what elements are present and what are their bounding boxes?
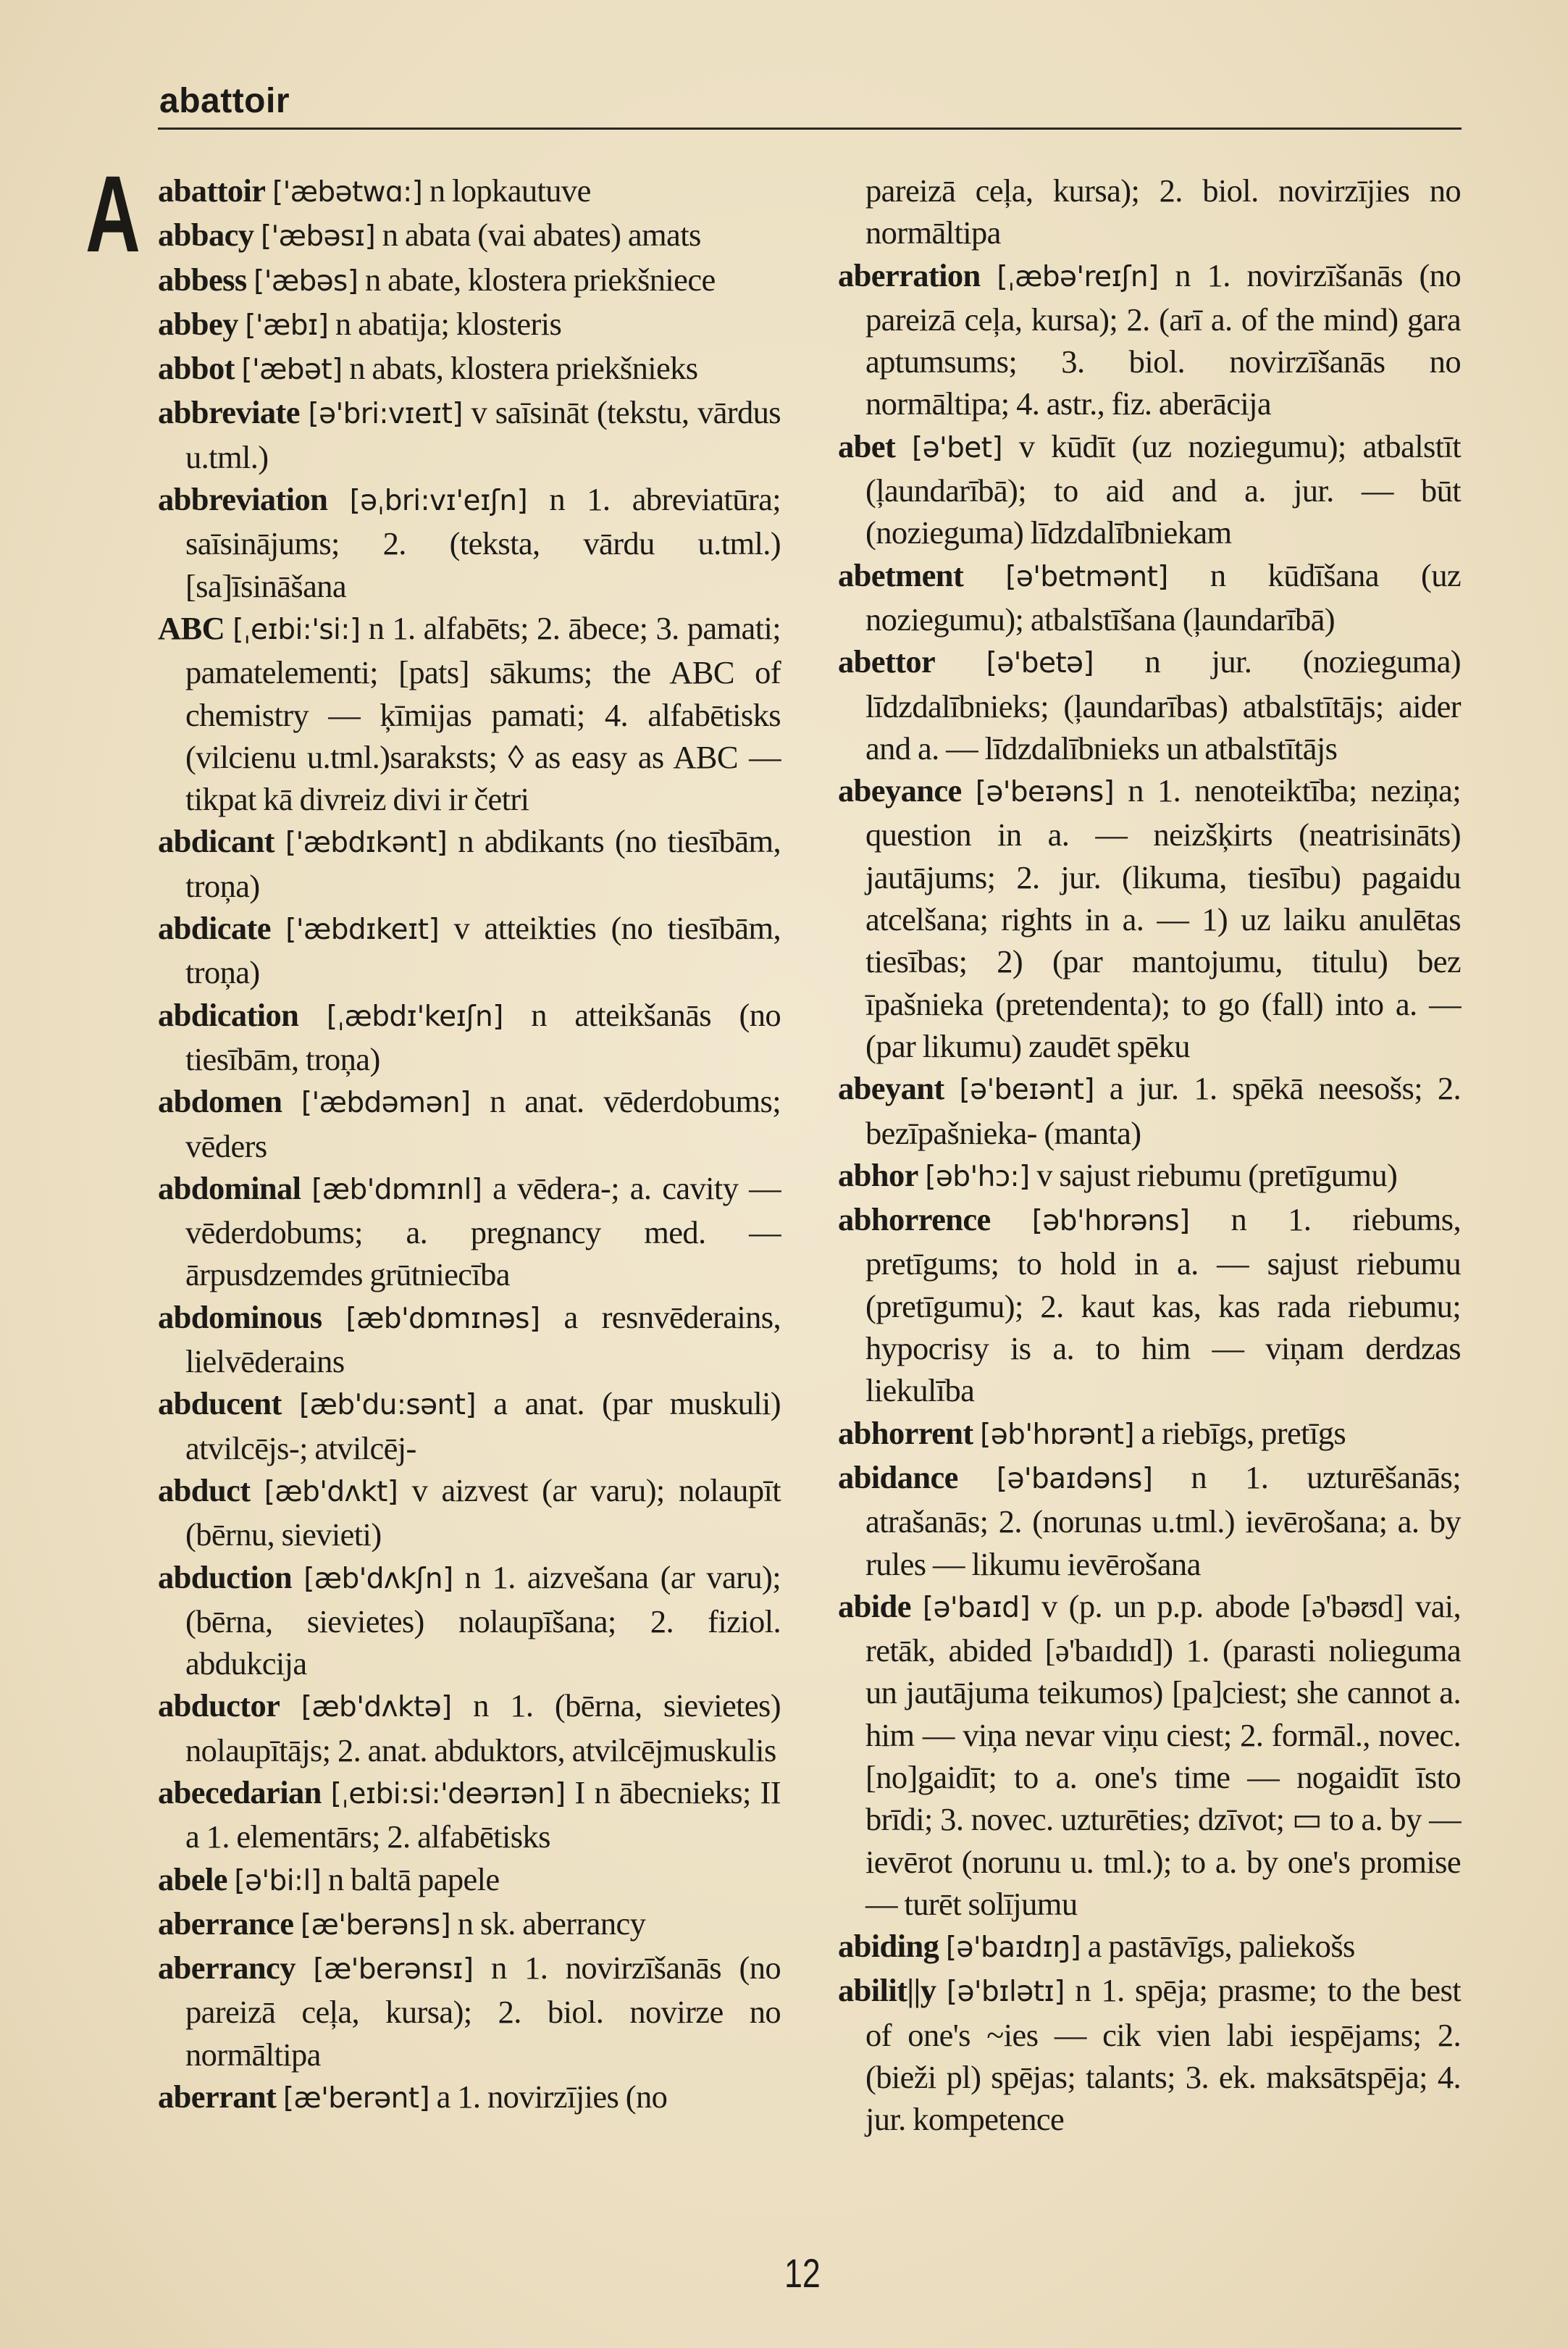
entry-definition: n 1. alfabēts; 2. ābece; 3. pamati; pamatelementi; [pats] sākums; the ABC of chemistry — ķīmijas pamati; 4. alfabētisks (vilcienu u.tml.)saraksts; ◊ as easy as ABC — tikpat kā divreiz divi ir četri	[185, 609, 781, 818]
dictionary-entry	[158, 1382, 781, 1469]
entry-definition: n 1. nenoteiktība; neziņa; question in a. — neizšķirts (neatrisināts) jautājums; 2. jur. (likuma, tiesību) pagaidu atcelšana; rights in a. — 1) uz laiku anulētas tiesības; 2) (par mantojumu, titulu) bez īpašnieka (pretendenta); to go (fall) into a. — (par likumu) zaudēt spēku	[865, 772, 1461, 1064]
dictionary-entry	[158, 994, 781, 1081]
entry-pronunciation: [ə'baɪdəns]	[996, 1462, 1153, 1495]
entry-definition: n abatija; klosteris	[335, 305, 562, 342]
entry-pronunciation: [ə'bɪlətɪ]	[946, 1976, 1065, 2009]
entry-headword: abdominal	[158, 1169, 301, 1206]
entry-definition: n abats, klostera priekšnieks	[349, 350, 698, 387]
entry-headword: abecedarian	[158, 1773, 322, 1810]
entry-headword: abdication	[158, 996, 299, 1033]
entry-headword: abetment	[838, 556, 964, 593]
entry-pronunciation: [ə'beɪəns]	[975, 776, 1115, 809]
entry-headword: aberrancy	[158, 1950, 295, 1986]
dictionary-entry	[838, 254, 1461, 425]
entry-headword: abductor	[158, 1687, 280, 1724]
entry-pronunciation: [ə'bri:vɪeɪt]	[308, 398, 463, 431]
dictionary-entry	[158, 1947, 781, 2076]
right-column	[838, 170, 1461, 2141]
entry-definition: v (p. un p.p. abode [ə'bəʊd] vai, retāk, abided [ə'baɪdɪd]) 1. (parasti nolieguma un jautājuma teikumos) [pa]ciest; she cannot a. him — viņa nevar viņu ciest; 2. formāl., novec. [no]gaidīt; to a. one's time — nogaidīt īsto brīdi; 3. novec. uzturēties; dzīvot; ▭ to a. by — ievērot (norunu u. tml.); to a. by one's promise — turēt solījumu	[865, 1587, 1462, 1922]
entry-definition: a resnvēderains, lielvēderains	[185, 1298, 781, 1380]
entry-headword: aberrant	[158, 2078, 277, 2115]
dictionary-entry	[158, 1469, 781, 1556]
entry-pronunciation: ['æbdɪkənt]	[285, 827, 448, 860]
entry-definition: n kūdīšana (uz noziegumu); atbalstīšana (ļaundarībā)	[865, 556, 1461, 638]
dictionary-entry	[158, 1771, 781, 1858]
entry-pronunciation: ['æbdɪkeɪt]	[285, 914, 440, 947]
dictionary-entry	[158, 478, 781, 607]
entry-pronunciation: [ˌeɪbi:si:'deərɪən]	[330, 1777, 566, 1810]
entry-definition: pareizā ceļa, kursa); 2. biol. novirzījies no normāltipa	[865, 172, 1461, 251]
entry-pronunciation: ['æbət]	[241, 354, 343, 387]
dictionary-entry	[838, 1585, 1461, 1925]
entry-pronunciation: ['æbəs]	[253, 264, 359, 298]
dictionary-entry	[838, 1412, 1461, 1456]
entry-headword: abidance	[838, 1458, 958, 1495]
entry-pronunciation: [əb'hɒrəns]	[1031, 1205, 1190, 1238]
entry-pronunciation: ['æbɪ]	[245, 309, 329, 342]
entry-pronunciation: [æ'berənsɪ]	[313, 1953, 474, 1986]
entry-definition: n sk. aberrancy	[457, 1905, 646, 1942]
entry-pronunciation: ['æbdəmən]	[301, 1087, 471, 1120]
entry-definition: n jur. (nozieguma) līdzdalībnieks; (ļaundarības) atbalstītājs; aider and a. — līdzdalībnieks un atbalstītājs	[865, 643, 1462, 766]
entry-headword: abduct	[158, 1471, 251, 1508]
entry-pronunciation: [ə'baɪdɪŋ]	[945, 1931, 1081, 1965]
entry-headword: abattoir	[158, 172, 266, 209]
entry-definition: n 1. novirzīšanās (no pareizā ceļa, kursa); 2. (arī a. of the mind) gara aptumsums; 3. biol. novirzīšanās no normāltipa; 4. astr., fiz. aberācija	[865, 256, 1461, 422]
dictionary-entry	[158, 391, 781, 478]
entry-pronunciation: ['æbəsɪ]	[260, 220, 376, 254]
dictionary-entry	[838, 1154, 1461, 1198]
dictionary-entry	[158, 170, 781, 214]
entry-headword: abdomen	[158, 1083, 282, 1120]
dictionary-entry	[158, 1684, 781, 1771]
entry-pronunciation: [æb'dʌktə]	[301, 1691, 452, 1724]
entry-definition: v aizvest (ar varu); nolaupīt (bērnu, sievieti)	[185, 1471, 781, 1553]
entry-pronunciation: [æ'berəns]	[300, 1908, 451, 1942]
section-letter: A	[85, 153, 141, 275]
dictionary-entry	[158, 1556, 781, 1685]
entry-pronunciation: [æb'dʌkt]	[264, 1475, 398, 1508]
entry-headword: aberrance	[158, 1905, 294, 1942]
entry-headword: abide	[838, 1587, 911, 1624]
dictionary-entry	[158, 303, 781, 347]
left-column	[158, 170, 781, 2120]
dictionary-entry	[838, 1067, 1461, 1154]
entry-headword: abdicant	[158, 823, 274, 860]
entry-definition: v kūdīt (uz noziegumu); atbalstīt (ļaundarībā); to aid and a. jur. — būt (nozieguma) līdzdalībniekam	[865, 427, 1461, 551]
entry-pronunciation: ['æbətwɑ:]	[272, 176, 423, 209]
entry-definition: v sajust riebumu (pretīgumu)	[1036, 1156, 1398, 1193]
dictionary-entry	[158, 347, 781, 391]
entry-pronunciation: [ə'betmənt]	[1005, 560, 1168, 593]
dictionary-entry	[838, 1969, 1461, 2140]
dictionary-entry	[838, 1925, 1461, 1969]
entry-pronunciation: [ə'betə]	[986, 647, 1094, 680]
entry-definition: I n ābecnieks; II a 1. elementārs; 2. alfabētisks	[185, 1773, 781, 1855]
entry-definition: n lopkautuve	[429, 172, 591, 209]
dictionary-entry	[838, 640, 1461, 769]
entry-definition: a vēdera-; a. cavity — vēderdobums; a. pregnancy med. — ārpusdzemdes grūtniecība	[185, 1169, 781, 1293]
entry-pronunciation: [ˌeɪbi:'si:]	[232, 613, 361, 646]
dictionary-entry	[158, 907, 781, 994]
entry-headword: abhorrence	[838, 1201, 991, 1238]
entry-pronunciation: [əb'hɒrənt]	[980, 1418, 1134, 1451]
dictionary-entry	[158, 1902, 781, 1947]
running-head: abattoir	[159, 82, 290, 120]
dictionary-entry	[158, 214, 781, 258]
dictionary-entry	[158, 2076, 781, 2120]
entry-headword: abet	[838, 427, 896, 464]
entry-definition: a anat. (par muskuli) atvilcējs-; atvilcēj-	[185, 1385, 781, 1466]
entry-pronunciation: [æ'berənt]	[282, 2082, 430, 2115]
entry-headword: abeyance	[838, 772, 962, 809]
entry-definition: n 1. uzturēšanās; atrašanās; 2. (norunas u.tml.) ievērošana; a. by rules — likumu ievērošana	[865, 1458, 1461, 1582]
entry-headword: aberration	[838, 256, 981, 293]
dictionary-entry	[838, 425, 1461, 554]
entry-pronunciation: [æb'dɒmɪnl]	[311, 1173, 482, 1206]
dictionary-entry	[158, 1167, 781, 1296]
dictionary-entry	[838, 1198, 1461, 1411]
entry-headword: abducent	[158, 1385, 282, 1422]
page-number: 12	[784, 2250, 821, 2296]
dictionary-entry	[838, 769, 1461, 1067]
entry-pronunciation: [æb'dʌkʃn]	[303, 1562, 453, 1595]
entry-headword: abbess	[158, 261, 247, 298]
entry-headword: abbot	[158, 350, 235, 387]
entry-pronunciation: [əb'hɔ:]	[925, 1160, 1030, 1193]
dictionary-entry	[158, 820, 781, 907]
entry-definition: a 1. novirzījies (no	[436, 2078, 668, 2115]
dictionary-entry	[158, 607, 781, 820]
entry-pronunciation: [ə'baɪd]	[922, 1591, 1031, 1624]
entry-definition: n abata (vai abates) amats	[382, 217, 701, 254]
entry-headword: abeyant	[838, 1070, 944, 1107]
entry-definition: n baltā papele	[327, 1860, 500, 1897]
entry-headword: abilit||y	[838, 1972, 936, 2009]
entry-definition: a pastāvīgs, paliekošs	[1087, 1928, 1355, 1965]
entry-definition: v atteikties (no tiesībām, troņa)	[185, 910, 781, 991]
entry-pronunciation: [əˌbri:vɪ'eɪʃn]	[349, 485, 528, 518]
entry-headword: abdicate	[158, 910, 271, 947]
entry-definition: n 1. aizvešana (ar varu); (bērna, sievietes) nolaupīšana; 2. fiziol. abdukcija	[185, 1558, 781, 1682]
entry-headword: abdominous	[158, 1298, 322, 1335]
entry-definition: a jur. 1. spēkā neesošs; 2. bezīpašnieka- (manta)	[865, 1070, 1462, 1151]
entry-headword: abbey	[158, 305, 238, 342]
entry-definition: a riebīgs, pretīgs	[1141, 1414, 1346, 1451]
entry-pronunciation: [æb'dɒmɪnəs]	[345, 1302, 540, 1335]
entry-headword: abhorrent	[838, 1414, 973, 1451]
dictionary-entry	[838, 554, 1461, 641]
entry-definition: n 1. riebums, pretīgums; to hold in a. — sajust riebumu (pretīgumu); 2. kaut kas, kas rada riebumu; hypocrisy is a. to him — viņam derdzas liekulība	[865, 1201, 1461, 1409]
entry-headword: abettor	[838, 643, 936, 680]
entry-headword: abhor	[838, 1156, 918, 1193]
dictionary-entry	[158, 1080, 781, 1167]
entry-definition: n 1. spēja; prasme; to the best of one's ~ies — cik vien labi iespējams; 2. (bieži pl) spējas; talants; 3. ek. maksātspēja; 4. jur. kompetence	[865, 1972, 1462, 2138]
entry-pronunciation: [ə'beɪənt]	[959, 1074, 1094, 1107]
dictionary-entry	[838, 170, 1461, 254]
entry-pronunciation: [æb'du:sənt]	[299, 1389, 476, 1422]
dictionary-entry	[158, 1858, 781, 1902]
entry-definition: n abate, klostera priekšniece	[364, 261, 716, 298]
entry-definition: v saīsināt (tekstu, vārdus u.tml.)	[185, 394, 781, 475]
entry-definition: n atteikšanās (no tiesībām, troņa)	[185, 996, 781, 1077]
entry-headword: abduction	[158, 1558, 293, 1595]
entry-pronunciation: [ə'bi:l]	[234, 1864, 322, 1897]
entry-definition: n 1. novirzīšanās (no pareizā ceļa, kursa); 2. biol. novirze no normāltipa	[185, 1950, 781, 2073]
entry-headword: ABC	[158, 609, 225, 646]
entry-definition: n anat. vēderdobums; vēders	[185, 1083, 781, 1164]
dictionary-entry	[158, 259, 781, 303]
dictionary-entry	[158, 1296, 781, 1383]
entry-definition: n 1. (bērna, sievietes) nolaupītājs; 2. anat. abduktors, atvilcējmuskulis	[185, 1687, 781, 1768]
dictionary-entry	[838, 1456, 1461, 1585]
entry-headword: abiding	[838, 1928, 939, 1965]
entry-definition: n 1. abreviatūra; saīsinājums; 2. (teksta, vārdu u.tml.) [sa]īsināšana	[185, 481, 781, 604]
entry-headword: abbreviation	[158, 481, 328, 518]
entry-pronunciation: [ˌæbə'reɪʃn]	[997, 260, 1159, 293]
entry-headword: abbreviate	[158, 394, 300, 431]
entry-headword: abbacy	[158, 217, 254, 254]
entry-pronunciation: [ˌæbdɪ'keɪʃn]	[326, 1000, 503, 1033]
header-rule	[158, 128, 1462, 130]
entry-definition: n abdikants (no tiesībām, troņa)	[185, 823, 781, 904]
entry-headword: abele	[158, 1860, 227, 1897]
entry-pronunciation: [ə'bet]	[911, 431, 1002, 464]
